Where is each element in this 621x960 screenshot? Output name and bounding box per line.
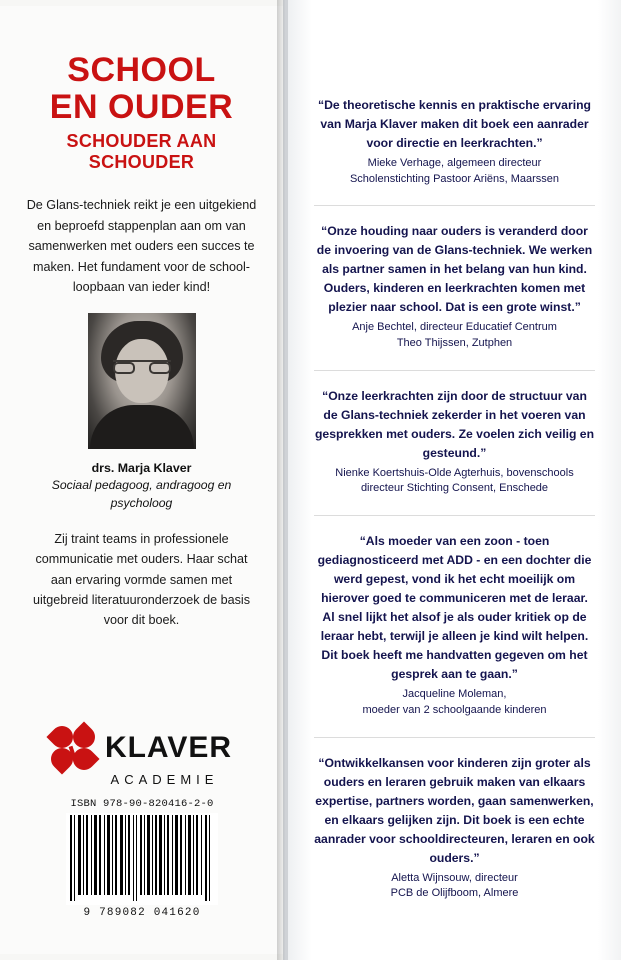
quote-item [314,754,595,902]
quote-separator [314,737,595,738]
intro-paragraph: De Glans-techniek reikt je een uitgekiend en beproefd stappenplan aan om van samenwerken met ouders een succes te maken. Het fundament voor de school-loopbaan van ieder kind! [26,198,257,294]
author-name: drs. Marja Klaver [91,461,192,476]
quote-separator [314,515,595,516]
quote-attribution: Aletta Wijnsouw, directeur PCB de Olijfboom, Almere [390,871,519,900]
publisher-logo-row [0,726,283,770]
author-portrait-photo [88,313,196,449]
isbn-area [66,798,218,919]
quote-text: “Ontwikkelkansen voor kinderen zijn groter als ouders en leraren gebruik maken van elkaars expertise, partners worden, gaan samenwerken, en elkaars gelijken zijn. Dit boek is een echte aanrader voor schooldirecteuren, leraren en ook ouders.” [314,755,595,865]
quote-attribution: Mieke Verhage, algemeen directeur Scholenstichting Pastoor Ariëns, Maarssen [349,157,560,185]
quote-text: “De theoretische kennis en praktische ervaring van Marja Klaver maken dit boek een aanrader voor directie en leerkrachten.” [318,98,591,151]
quote-attribution: Anje Bechtel, directeur Educatief Centrum Theo Thijssen, Zutphen [352,321,557,350]
book-subtitle: SCHOUDER AAN SCHOUDER [66,131,217,173]
quote-attribution: Nienke Koertshuis-Olde Agterhuis, bovenschools directeur Stichting Consent, Enschede [335,466,574,495]
portrait-body [90,405,194,449]
quote-item [314,222,595,351]
quotes-list [288,0,621,960]
publisher-subtitle: ACADEMIE [110,772,219,787]
back-cover-panel [0,0,283,960]
book-title-line1: SCHOOL [67,51,216,89]
glasses-icon [113,360,171,373]
barcode-image [66,813,218,905]
quote-text: “Als moeder van een zoon - toen gediagnosticeerd met ADD - en een dochter die werd gepest, vond ik het echt moeilijk om hierover goed te communiceren met de leraar. Al snel lijkt het alsof je als ouder kritiek op de leraar hebt, terwijl je alleen je kind wilt helpen. Dit boek heeft me handvatten gegeven om het gesprek aan te gaan.” [317,534,592,682]
publisher-logo [0,726,283,787]
quote-text: “Onze houding naar ouders is veranderd door de invoering van de Glans-techniek. We werken als partner samen in het belang van hun kind. Ouders, kinderen en leerkrachten komen met plezier naar school. Dat is een grote winst.” [316,224,593,315]
publisher-name: KLAVER [104,731,233,764]
isbn-text: ISBN 978-90-820416-2-0 [70,798,214,810]
author-blurb: Zij traint teams in professionele communicatie met ouders. Haar schat aan ervaring vormde samen met uitgebreid literatuuronderzoek de basis voor dit boek. [32,531,251,628]
quote-item [314,387,595,497]
quote-separator [314,205,595,206]
title-block [0,6,283,173]
quote-text: “Onze leerkrachten zijn door de structuur van de Glans-techniek zekerder in het voeren van gesprekken met ouders. Ze voelen zich veilig en gesteund.” [314,388,595,460]
quote-item [314,96,595,187]
quotes-panel [288,0,621,960]
author-role: Sociaal pedagoog, andragoog en psycholoog [51,478,232,511]
quote-attribution: Jacqueline Moleman, moeder van 2 schoolgaande kinderen [362,688,547,716]
clover-icon [51,726,95,770]
spine-shadow [277,0,285,960]
quote-item [314,532,595,718]
quote-separator [314,370,595,371]
book-title-line2: EN OUDER [49,87,234,126]
barcode-number: 9 789082 041620 [83,907,201,919]
